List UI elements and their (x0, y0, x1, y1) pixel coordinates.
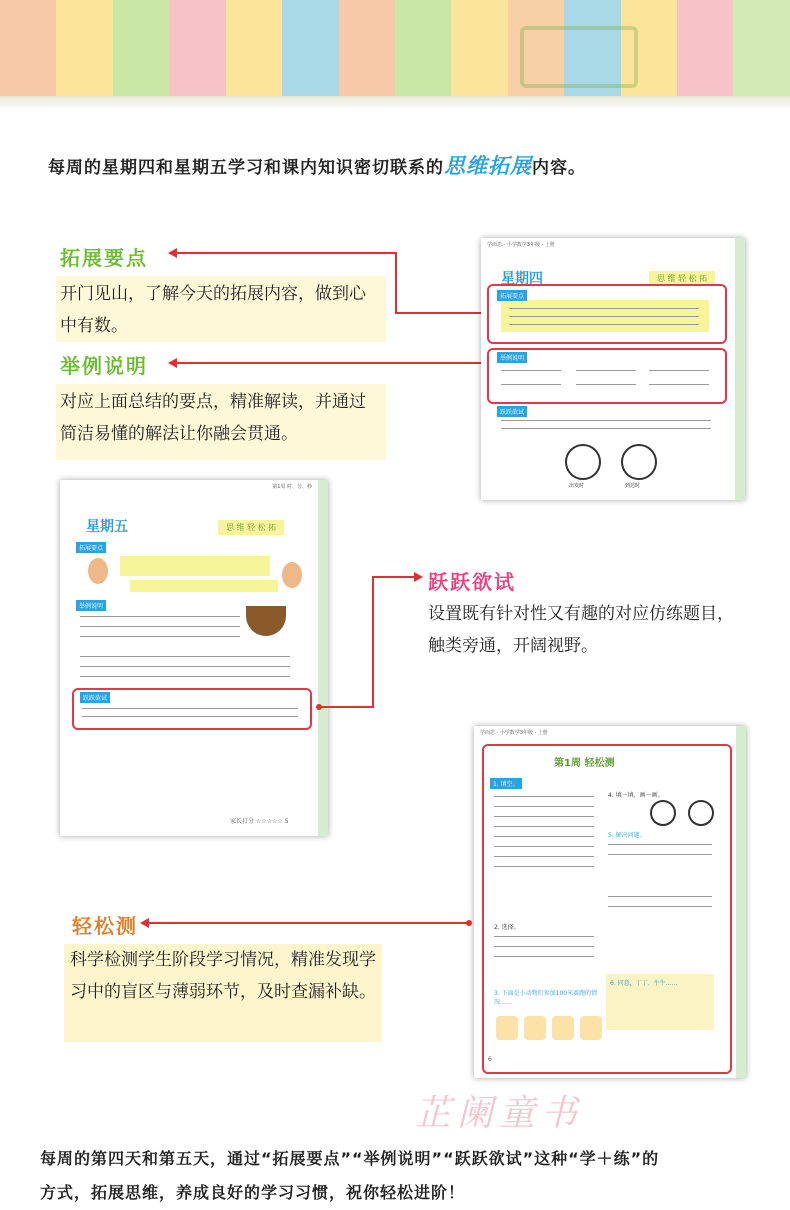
banner-stripe (451, 0, 507, 108)
practice-text: 设置既有针对性又有趣的对应仿练题目，触类旁通，开阔视野。 (428, 604, 734, 656)
banner-stripe (56, 0, 112, 108)
test-rule13 (608, 854, 712, 855)
practice-arrow (414, 572, 423, 582)
friday-pr-rule2 (82, 716, 298, 717)
thursday-ex-rule6 (649, 384, 709, 385)
test-rule8 (494, 866, 594, 867)
example-text: 对应上面总结的要点，精准解读，并通过简洁易懂的解法让你融会贯通。 (60, 392, 366, 444)
thursday-ex-rule1 (501, 370, 561, 371)
expand-line-h (176, 252, 396, 254)
test-line (148, 922, 470, 924)
banner-stripe (113, 0, 169, 108)
clock-icon (650, 800, 676, 826)
footer-line2: 方式，拓展思维，养成良好的学习习惯，祝你轻松进阶！ (40, 1183, 466, 1202)
test-page-number: 6 (488, 1056, 492, 1063)
clock2-label: 到达时 (625, 483, 641, 489)
thursday-rule1 (509, 308, 699, 309)
friday-rule5 (80, 666, 290, 667)
banner-stripe (169, 0, 225, 108)
test-sub: 1. 填空。 (490, 778, 522, 789)
thursday-tag: 思 维 轻 松 拓 (649, 271, 715, 286)
test-rule10 (494, 946, 594, 947)
animal-icon (552, 1016, 574, 1040)
friday-day: 星期五 (86, 519, 128, 535)
friday-header: 第1周 时、分、秒 (272, 484, 312, 490)
banner-stripe (0, 0, 56, 108)
test-rule12 (608, 844, 712, 845)
top-banner (0, 0, 790, 108)
thursday-ex-rule3 (649, 370, 709, 371)
footer-text (40, 1142, 780, 1210)
thursday-sub3: 跃跃欲试 (497, 406, 527, 417)
expand-title: 拓展要点 (60, 246, 148, 270)
animal-icon (580, 1016, 602, 1040)
friday-bubble1 (120, 556, 270, 576)
clock1-label: 出发时 (569, 483, 585, 489)
friday-pr-rule1 (82, 708, 298, 709)
clock-icon (688, 800, 714, 826)
test-title-label: 轻松测 (72, 914, 138, 938)
banner-stripe (395, 0, 451, 108)
thursday-ex-rule5 (576, 384, 636, 385)
friday-sub3: 跃跃欲试 (80, 692, 110, 703)
banner-stripe (226, 0, 282, 108)
friday-rule4 (80, 656, 290, 657)
thursday-pr-rule1 (501, 420, 711, 421)
friday-sub2: 举例说明 (76, 600, 106, 611)
test-q3: 3. 下面是小动物们参加100米赛跑的情况…… (494, 990, 598, 1006)
intro-before: 每周的星期四和星期五学习和课内知识密切联系的 (48, 158, 444, 178)
thursday-rule3 (509, 324, 699, 325)
footer-line1: 每周的第四天和第五天，通过“拓展要点”“举例说明”“跃跃欲试”这种“学＋练”的 (40, 1149, 660, 1168)
example-line (176, 362, 486, 364)
friday-sub1: 拓展要点 (76, 542, 106, 553)
expand-line-v (395, 252, 397, 314)
watermark: 芷阑童书 (415, 1093, 584, 1134)
thursday-header: 学而思 · 小学数学3年级 · 上册 (487, 242, 555, 248)
test-rule2 (494, 806, 594, 807)
friday-tag: 思 维 轻 松 拓 (218, 520, 284, 535)
intro-after: 内容。 (532, 158, 586, 178)
friday-rule3 (80, 636, 240, 637)
test-rule1 (494, 796, 594, 797)
intro-highlight: 思维拓展 (444, 154, 532, 178)
friday-rule1 (80, 616, 240, 617)
intro-text (48, 150, 768, 180)
banner-stripe (282, 0, 338, 108)
test-rule15 (608, 906, 712, 907)
friday-footer: 家长打分 ☆☆☆☆☆ 5 (230, 818, 289, 825)
thursday-ex-rule2 (576, 370, 636, 371)
clock-icon (621, 444, 657, 480)
test-q2: 2. 选择。 (494, 924, 520, 931)
test-q5: 5. 解决问题。 (608, 832, 646, 839)
thursday-day: 星期四 (501, 271, 543, 287)
practice-title: 跃跃欲试 (428, 570, 516, 594)
test-q4: 4. 填一填、画一画。 (608, 792, 664, 799)
banner-stripe (339, 0, 395, 108)
thursday-ex-rule4 (501, 384, 561, 385)
banner-stripe (677, 0, 733, 108)
thursday-sub2: 举例说明 (497, 352, 527, 363)
test-rule11 (494, 956, 594, 957)
practice-line-h (318, 706, 374, 708)
test-rule7 (494, 856, 594, 857)
test-rule9 (494, 936, 594, 937)
animal-icon (524, 1016, 546, 1040)
friday-bubble2 (130, 580, 278, 592)
test-text: 科学检测学生阶段学习情况，精准发现学习中的盲区与薄弱环节，及时查漏补缺。 (70, 950, 376, 1002)
test-rule5 (494, 836, 594, 837)
test-q6: 6. 同意，丁丁、牛牛…… (610, 980, 678, 987)
thumb-thursday (481, 238, 745, 500)
boat-icon (246, 606, 286, 636)
test-dot (466, 920, 472, 926)
test-header: 学而思 · 小学数学3年级 · 上册 (480, 730, 548, 736)
expand-text: 开门见山，了解今天的拓展内容，做到心中有数。 (60, 284, 366, 336)
practice-line-h2 (372, 576, 416, 578)
test-rule3 (494, 816, 594, 817)
boy-avatar (282, 562, 302, 588)
expand-line-h2 (395, 312, 485, 314)
friday-rule6 (80, 676, 290, 677)
clock-icon (565, 444, 601, 480)
test-title: 第1周 轻松测 (554, 758, 615, 769)
thumb-test (474, 726, 746, 1078)
banner-shadow (0, 96, 790, 110)
thursday-sub1: 拓展要点 (497, 290, 527, 301)
thursday-pr-rule2 (501, 428, 711, 429)
banner-decoration (520, 26, 638, 88)
animal-icon (496, 1016, 518, 1040)
test-rule14 (608, 896, 712, 897)
friday-rule2 (80, 626, 240, 627)
practice-line-v (372, 576, 374, 708)
banner-stripe (733, 0, 789, 108)
test-rule6 (494, 846, 594, 847)
thumb-friday (60, 480, 328, 836)
thursday-rule2 (509, 316, 699, 317)
test-rule4 (494, 826, 594, 827)
example-title: 举例说明 (60, 354, 148, 378)
girl-avatar (88, 558, 108, 584)
